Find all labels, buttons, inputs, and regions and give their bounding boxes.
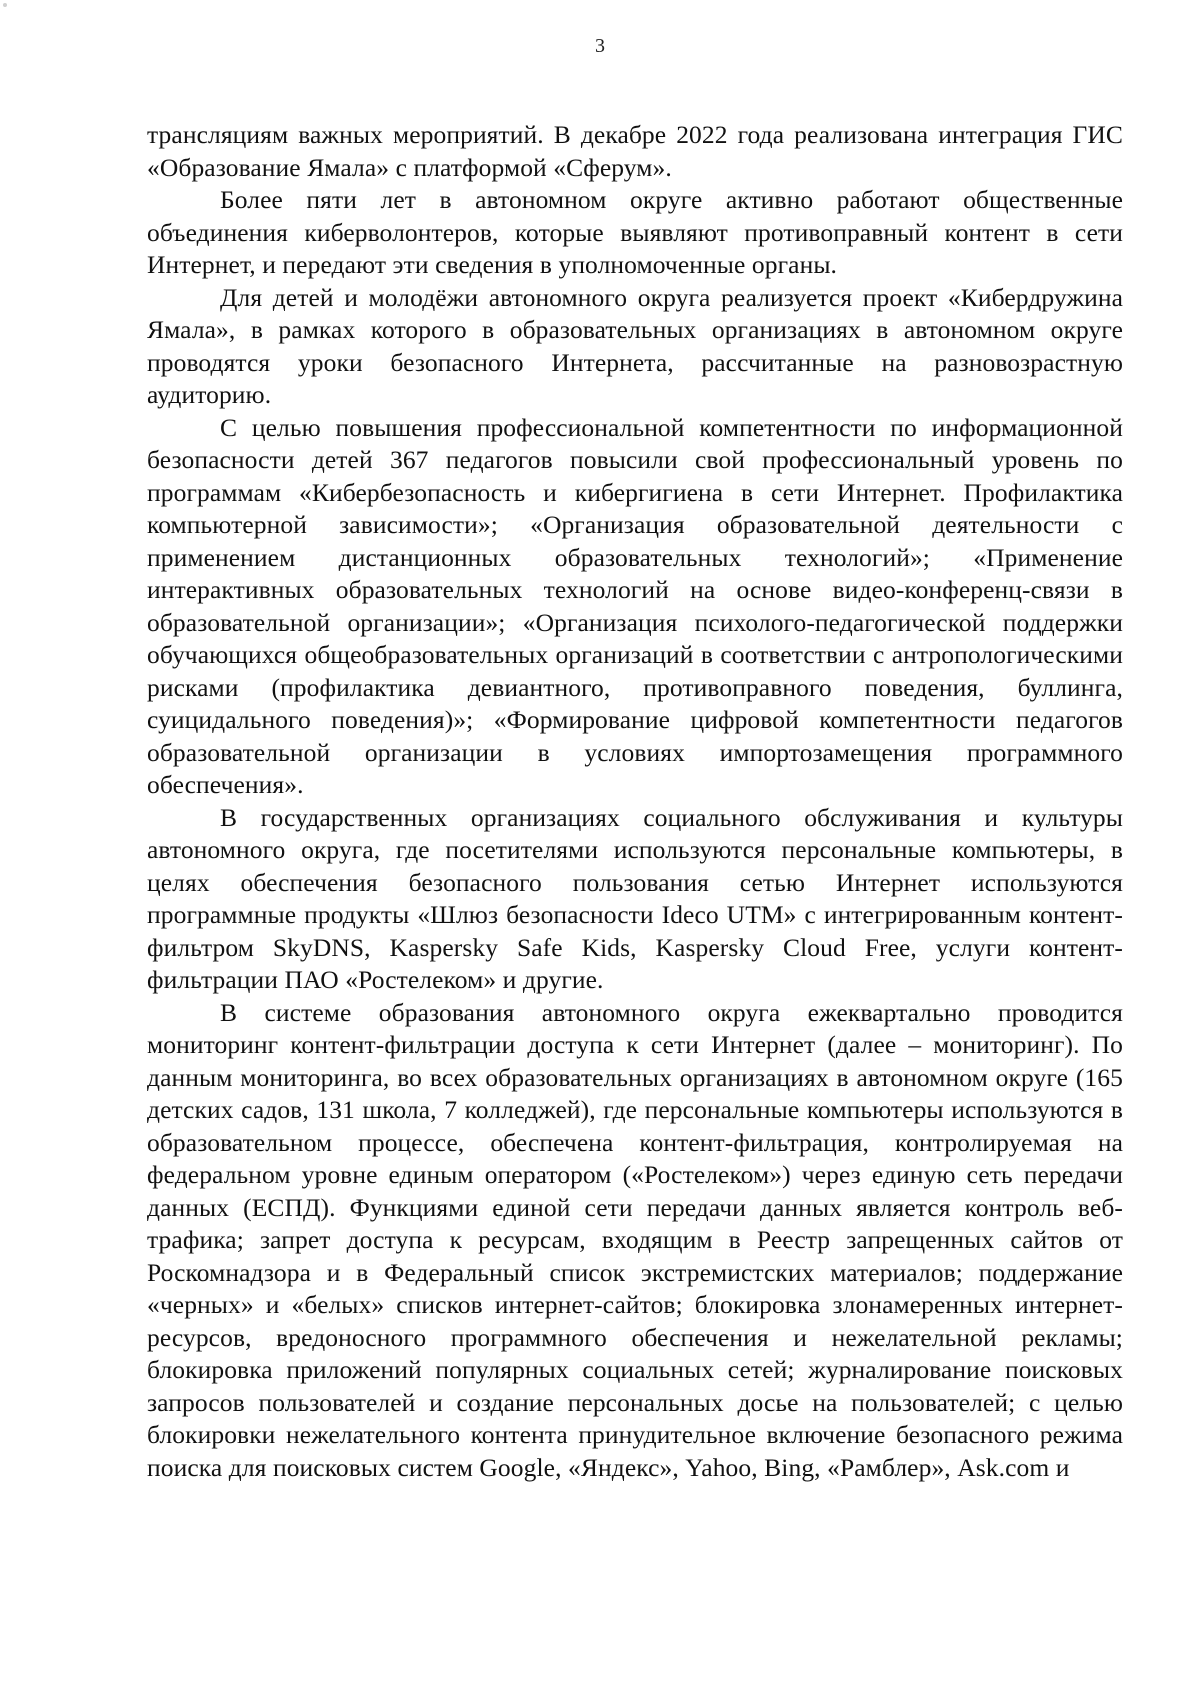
paragraph-1: трансляциям важных мероприятий. В декабре 2022 года реализована интеграция ГИС «Образование Ямала» с платформой «Сферум». xyxy=(147,120,1123,182)
paragraph-2: Более пяти лет в автономном округе активно работают общественные объединения киберволонтеров, которые выявляют противоправный контент в сети Интернет, и передают эти сведения в уполномоченные органы. xyxy=(147,185,1123,279)
scan-mark xyxy=(3,3,7,7)
paragraph-3: Для детей и молодёжи автономного округа реализуется проект «Кибердружина Ямала», в рамках которого в образовательных организациях в автономном округе проводятся уроки безопасного Интернета, рассчитанные на разновозрастную аудиторию. xyxy=(147,282,1123,409)
document-body xyxy=(147,119,1123,1484)
paragraph-6: В системе образования автономного округа ежеквартально проводится мониторинг контент-фильтрации доступа к сети Интернет (далее – мониторинг). По данным мониторинга, во всех образовательных организациях в автономном округе (165 детских садов, 131 школа, 7 колледжей), где персональные компьютеры используются в образовательном процессе, обеспечена контент-фильтрация, контролируемая на федеральном уровне единым оператором («Ростелеком») через единую сеть передачи данных (ЕСПД). Функциями единой сети передачи данных является контроль веб-трафика; запрет доступа к ресурсам, входящим в Реестр запрещенных сайтов от Роскомнадзора и в Федеральный список экстремистских материалов; поддержание «черных» и «белых» списков интернет-сайтов; блокировка злонамеренных интернет-ресурсов, вредоносного программного обеспечения и нежелательной рекламы; блокировка приложений популярных социальных сетей; журналирование поисковых запросов пользователей и создание персональных досье на пользователей; с целью блокировки нежелательного контента принудительное включение безопасного режима поиска для поисковых систем Google, «Яндекс», Yahoo, Bing, «Рамблер», Ask.com и xyxy=(147,997,1123,1482)
page-number: 3 xyxy=(595,35,605,57)
paragraph-5: В государственных организациях социального обслуживания и культуры автономного округа, где посетителями используются персональные компьютеры, в целях обеспечения безопасного пользования сетью Интернет используются программные продукты «Шлюз безопасности Ideco UTM» с интегрированным контент-фильтром SkyDNS, Kaspersky Safe Kids, Kaspersky Cloud Free, услуги контент-фильтрации ПАО «Ростелеком» и другие. xyxy=(147,802,1123,994)
paragraph-4: С целью повышения профессиональной компетентности по информационной безопасности детей 367 педагогов повысили свой профессиональный уровень по программам «Кибербезопасность и кибергигиена в сети Интернет. Профилактика компьютерной зависимости»; «Организация образовательной деятельности с применением дистанционных образовательных технологий»; «Применение интерактивных образовательных технологий на основе видео-конференц-связи в образовательной организации»; «Организация психолого-педагогической поддержки обучающихся общеобразовательных организаций в соответствии с антропологическими рисками (профилактика девиантного, противоправного поведения, буллинга, суицидального поведения)»; «Формирование цифровой компетентности педагогов образовательной организации в условиях импортозамещения программного обеспечения». xyxy=(147,412,1123,799)
